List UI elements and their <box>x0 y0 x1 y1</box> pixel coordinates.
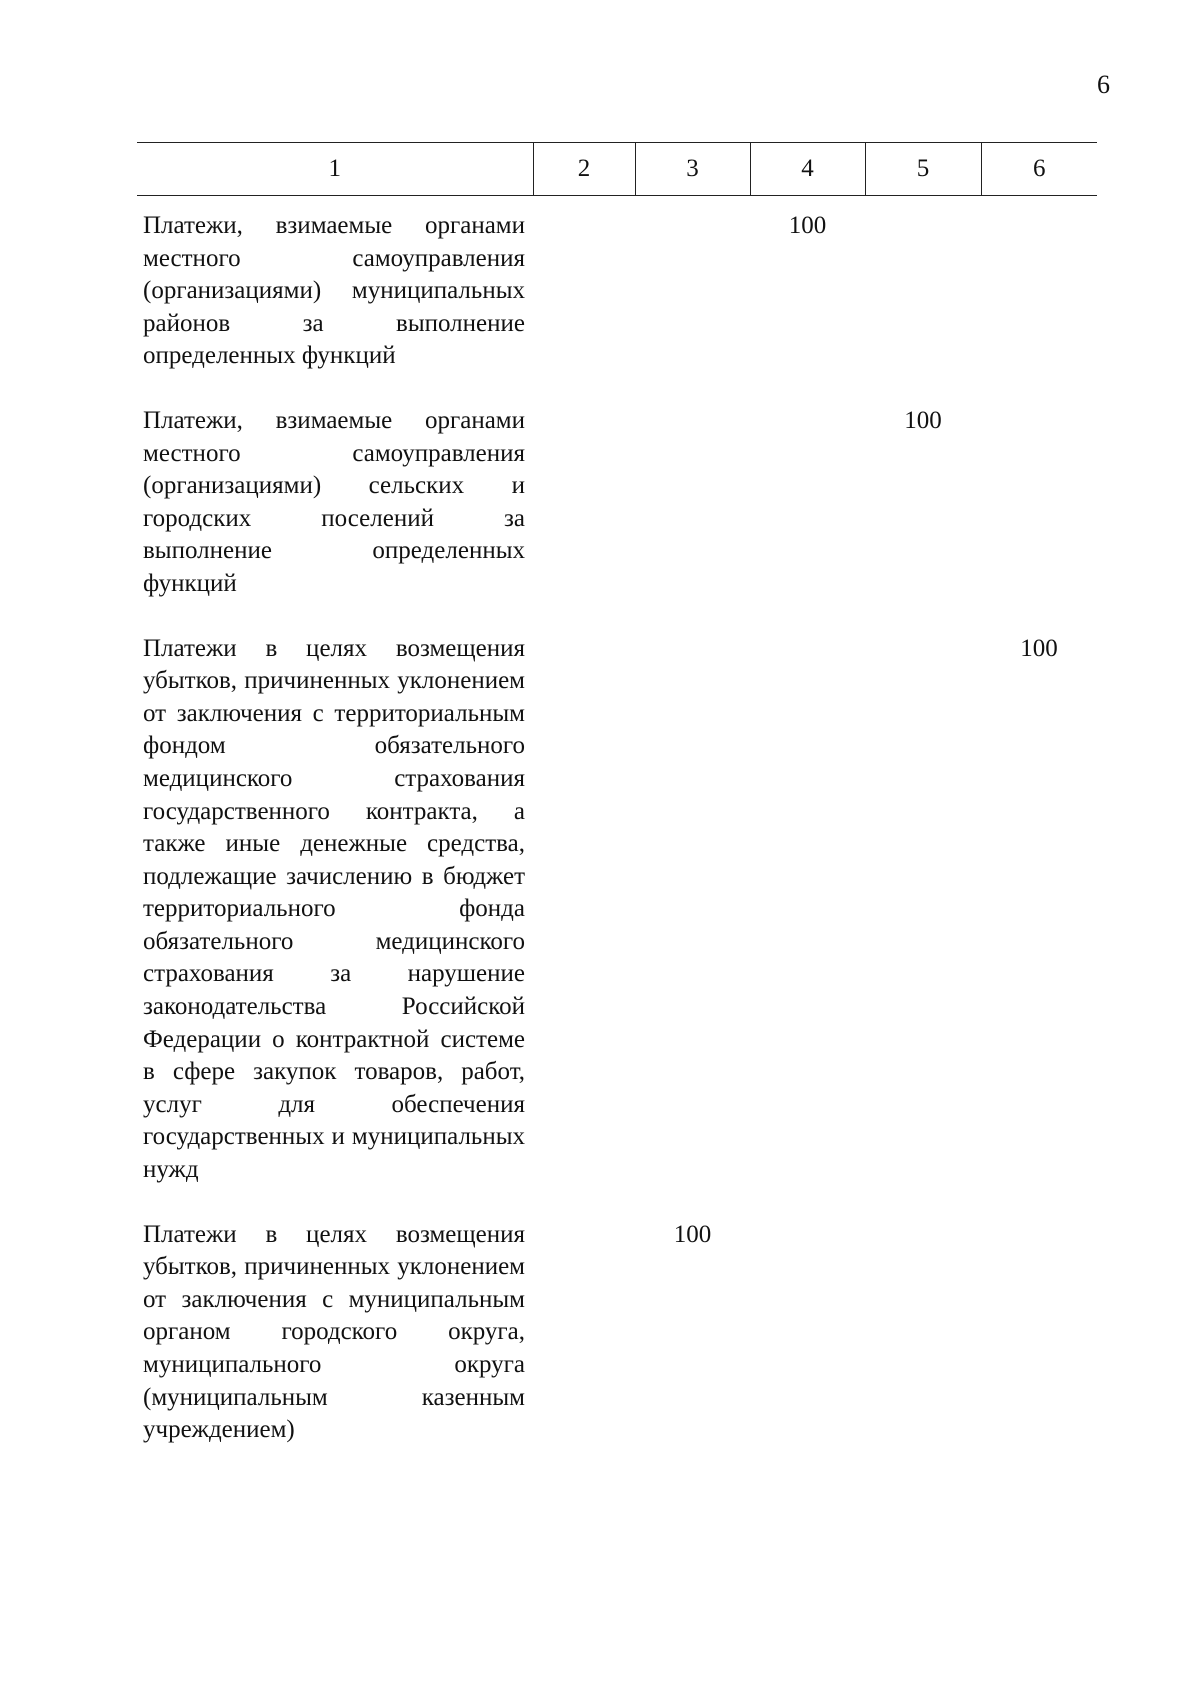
row-value-col2 <box>533 393 635 621</box>
column-header-6: 6 <box>981 143 1097 196</box>
row-value-col5 <box>865 621 981 1207</box>
row-value-col4 <box>750 621 865 1207</box>
header-row <box>137 143 1097 196</box>
page-number: 6 <box>1097 70 1110 99</box>
row-value-col2 <box>533 621 635 1207</box>
row-value-col4 <box>750 1207 865 1467</box>
row-value-col3 <box>635 621 750 1207</box>
column-header-3: 3 <box>635 143 750 196</box>
row-description: Платежи, взимаемые органами местного самоуправления (организациями) муниципальных районов за выполнение определенных функций <box>143 212 525 370</box>
row-description: Платежи в целях возмещения убытков, причиненных уклонением от заключения с муниципальным органом городского округа, муниципального округа (муниципальным казенным учреждением) <box>143 1220 525 1444</box>
table-header <box>137 143 1097 196</box>
row-value-col5 <box>865 1207 981 1467</box>
column-header-4: 4 <box>750 143 865 196</box>
table-body <box>137 196 1097 1467</box>
row-value-col4: 100 <box>788 212 827 239</box>
table-row <box>137 196 1097 393</box>
row-value-col6 <box>981 1207 1097 1467</box>
row-value-col6: 100 <box>1020 634 1058 662</box>
column-header-5: 5 <box>865 143 981 196</box>
row-description: Платежи в целях возмещения убытков, причиненных уклонением от заключения с территориальным фондом обязательного медицинского страхования государственного контракта, а также иные денежные средства, подлежащие зачислению в бюджет территориального фонда обязательного медицинского страхования за нарушение законодательства Российской Федерации о контрактной системе в сфере закупок товаров, работ, услуг для обеспечения государственных и муниципальных нужд <box>143 634 525 1184</box>
table-row <box>137 393 1097 621</box>
column-header-1: 1 <box>137 143 533 196</box>
row-value-col2 <box>533 1207 635 1467</box>
row-value-col3: 100 <box>673 1220 712 1248</box>
budget-norms-table <box>137 142 1097 1467</box>
table-row <box>137 621 1097 1207</box>
row-value-col2 <box>533 196 635 393</box>
column-header-2: 2 <box>533 143 635 196</box>
row-value-col5: 100 <box>904 406 942 434</box>
row-value-col3 <box>635 196 750 393</box>
row-value-col6 <box>981 393 1097 621</box>
row-value-col6 <box>981 196 1097 393</box>
row-value-col4 <box>750 393 865 621</box>
row-value-col3 <box>635 393 750 621</box>
row-value-col5 <box>865 196 981 393</box>
table-row <box>137 1207 1097 1467</box>
row-description: Платежи, взимаемые органами местного самоуправления (организациями) сельских и городских поселений за выполнение определенных функций <box>143 406 525 597</box>
